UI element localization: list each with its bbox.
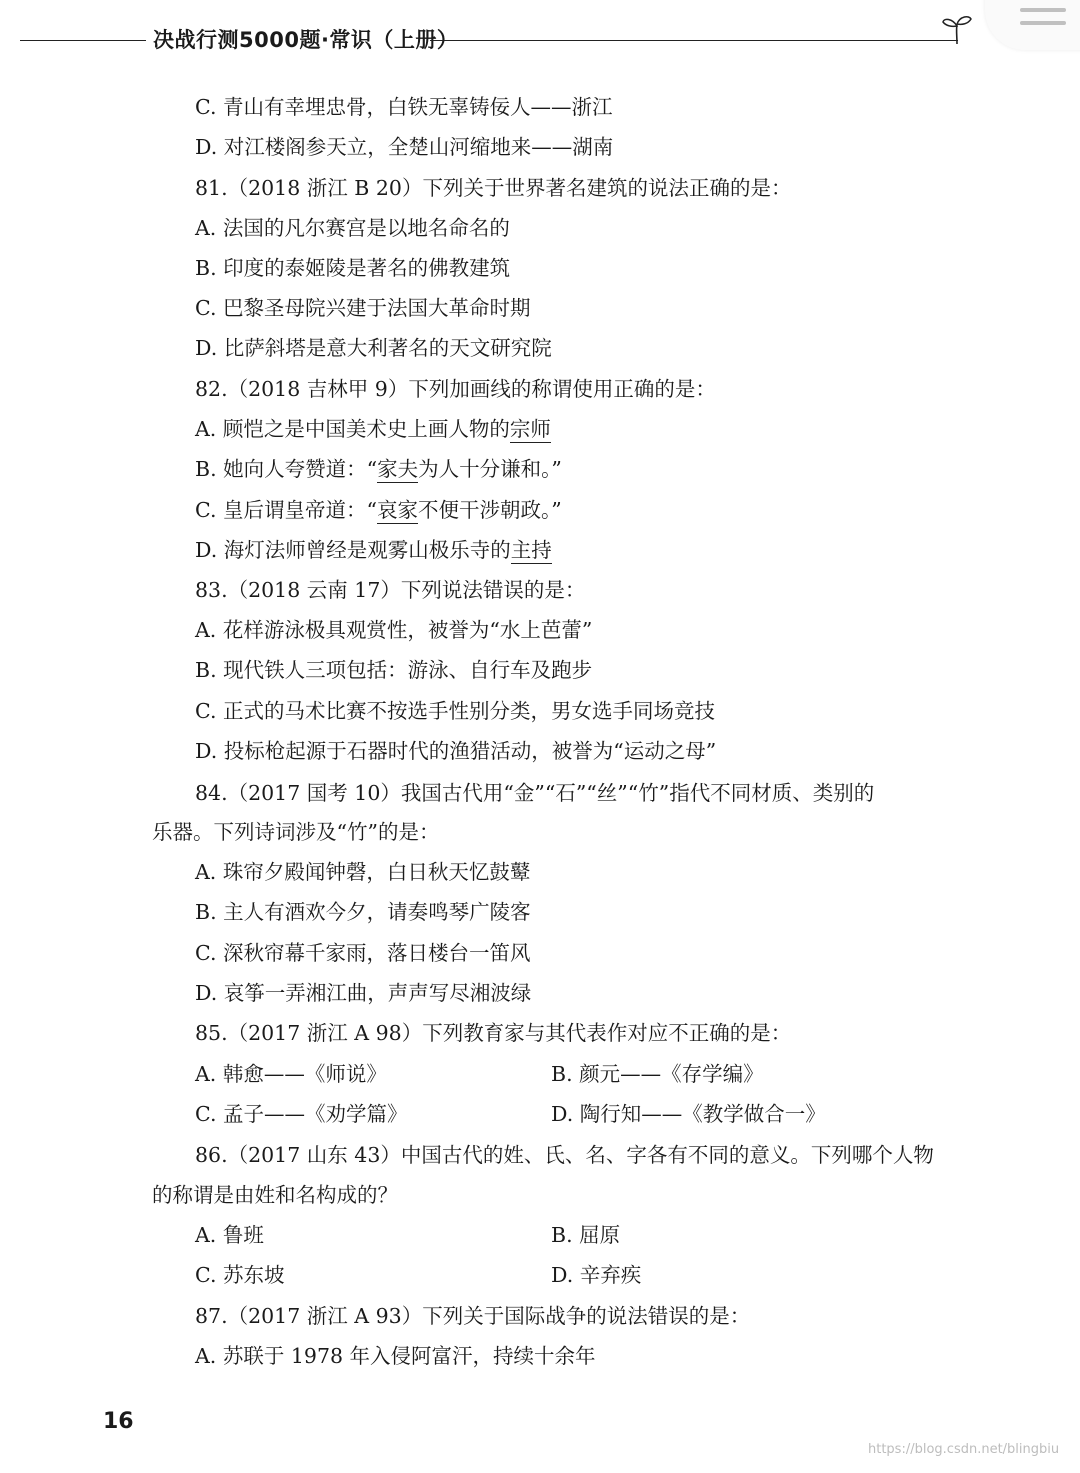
option-line: B. 印度的泰姬陵是著名的佛教建筑 (195, 256, 511, 280)
option-line: C. 深秋帘幕千家雨，落日楼台一笛风 (195, 941, 531, 965)
question-82: 82.（2018 吉林甲 9）下列加画线的称谓使用正确的是： (195, 377, 716, 401)
option-line: D. 对江楼阁参天立，全楚山河缩地来——湖南 (195, 135, 614, 159)
option-text: C. 皇后谓皇帝道：“ (195, 498, 377, 522)
question-84-cont: 乐器。下列诗词涉及“竹”的是： (152, 820, 440, 844)
option-line (195, 416, 551, 442)
option-line: C. 苏东坡 (195, 1263, 285, 1287)
page-number: 16 (103, 1409, 134, 1434)
option-line: D. 投标枪起源于石器时代的渔猎活动，被誉为“运动之母” (195, 739, 717, 763)
option-text: D. 海灯法师曾经是观雾山极乐寺的 (195, 538, 511, 562)
watermark: https://blog.csdn.net/blingbiu (868, 1442, 1060, 1457)
option-line: A. 韩愈——《师说》 (195, 1062, 387, 1086)
question-86: 86.（2017 山东 43）中国古代的姓、氏、名、字各有不同的意义。下列哪个人物 (195, 1143, 934, 1167)
option-line (195, 456, 562, 482)
option-line: C. 孟子——《劝学篇》 (195, 1102, 408, 1126)
option-line (195, 537, 552, 563)
option-line: A. 法国的凡尔赛宫是以地名命名的 (195, 216, 510, 240)
underlined-term: 家夫 (377, 457, 419, 481)
question-83: 83.（2018 云南 17）下列说法错误的是： (195, 578, 586, 602)
question-81: 81.（2018 浙江 B 20）下列关于世界著名建筑的说法正确的是： (195, 176, 792, 200)
question-87: 87.（2017 浙江 A 93）下列关于国际战争的说法错误的是： (195, 1304, 751, 1328)
option-line: B. 主人有酒欢今夕，请奏鸣琴广陵客 (195, 900, 531, 924)
page-header (0, 0, 1080, 70)
option-text: A. 顾恺之是中国美术史上画人物的 (195, 417, 510, 441)
option-line: D. 比萨斜塔是意大利著名的天文研究院 (195, 336, 552, 360)
underlined-term: 哀家 (376, 498, 418, 522)
option-line: C. 正式的马术比赛不按选手性别分类，男女选手同场竞技 (195, 699, 715, 723)
question-84: 84.（2017 国考 10）我国古代用“金”“石”“丝”“竹”指代不同材质、类别的 (195, 781, 875, 805)
option-text: 不便干涉朝政。” (417, 498, 562, 522)
underlined-term: 宗师 (509, 417, 551, 441)
option-line (195, 497, 562, 523)
option-line: A. 苏联于 1978 年入侵阿富汗，持续十余年 (195, 1344, 596, 1368)
header-rule-left (20, 40, 146, 41)
question-85: 85.（2017 浙江 A 98）下列教育家与其代表作对应不正确的是： (195, 1021, 792, 1045)
book-title: 决战行测5000题·常识（上册） (153, 28, 459, 52)
option-line: A. 鲁班 (195, 1223, 264, 1247)
option-line: B. 颜元——《存学编》 (551, 1062, 764, 1086)
option-text: B. 她向人夸赞道：“ (195, 457, 378, 481)
header-rule-right (430, 40, 958, 41)
option-line: D. 陶行知——《教学做合一》 (551, 1102, 826, 1126)
option-line: B. 现代铁人三项包括：游泳、自行车及跑步 (195, 658, 593, 682)
option-line: D. 哀筝一弄湘江曲，声声写尽湘波绿 (195, 981, 532, 1005)
option-line: C. 青山有幸埋忠骨，白铁无辜铸佞人——浙江 (195, 95, 613, 119)
menu-icon[interactable] (1020, 8, 1066, 34)
option-line: A. 花样游泳极具观赏性，被誉为“水上芭蕾” (195, 618, 593, 642)
option-line: A. 珠帘夕殿闻钟磬，白日秋天忆鼓鼙 (195, 860, 531, 884)
sprout-icon (940, 12, 974, 46)
option-text: 为人十分谦和。” (418, 457, 562, 481)
option-line: C. 巴黎圣母院兴建于法国大革命时期 (195, 296, 531, 320)
option-line: D. 辛弃疾 (551, 1263, 642, 1287)
question-86-cont: 的称谓是由姓和名构成的？ (152, 1183, 398, 1207)
underlined-term: 主持 (510, 538, 552, 562)
option-line: B. 屈原 (551, 1223, 621, 1247)
